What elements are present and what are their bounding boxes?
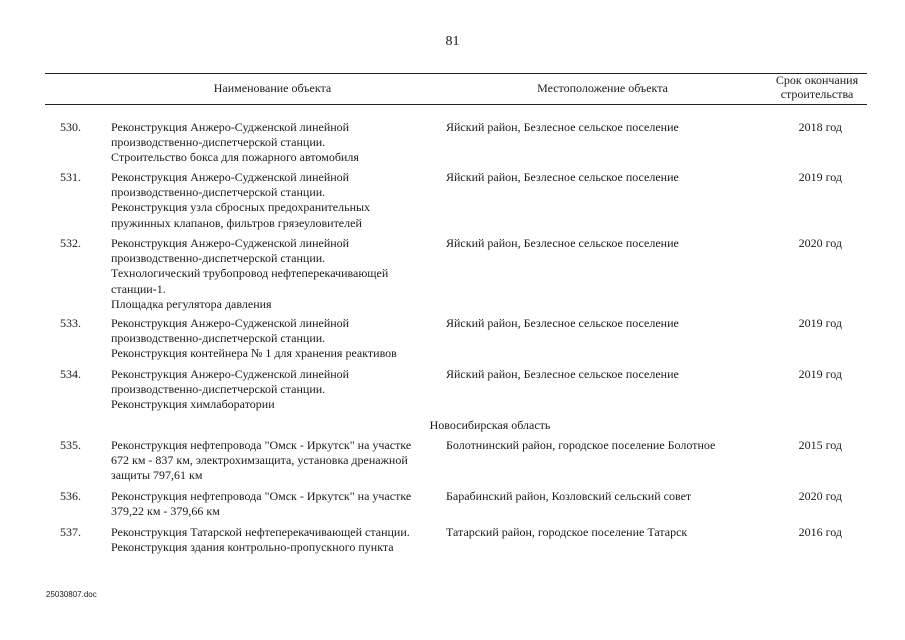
object-name: [111, 236, 436, 312]
header-bottom-rule: [45, 104, 867, 105]
section-title: Новосибирская область: [429, 418, 551, 432]
row-number: 533.: [60, 316, 81, 330]
object-name-line: Реконструкция Анжеро-Судженской линейной: [111, 367, 350, 381]
object-name-line: защиты 797,61 км: [111, 468, 203, 483]
completion-year: 2016 год: [798, 525, 842, 539]
object-name: [111, 316, 436, 362]
row-number: 535.: [60, 438, 81, 452]
completion-year: 2018 год: [798, 120, 842, 134]
object-name-line: Технологический трубопровод нефтеперекачивающей: [111, 266, 389, 281]
page-number: 81: [445, 34, 460, 49]
row-number: 536.: [60, 489, 81, 503]
object-name-line: Реконструкция Анжеро-Судженской линейной: [111, 236, 350, 250]
object-name-line: производственно-диспетчерской станции.: [111, 331, 326, 346]
object-location: Барабинский район, Козловский сельский совет: [446, 489, 692, 503]
object-name-line: Реконструкция Анжеро-Судженской линейной: [111, 316, 350, 330]
object-name-line: Реконструкция Анжеро-Судженской линейной: [111, 170, 350, 184]
object-name: [111, 489, 436, 519]
completion-year: 2019 год: [798, 367, 842, 381]
completion-year: 2020 год: [798, 489, 842, 503]
row-number: 537.: [60, 525, 81, 539]
row-number: 534.: [60, 367, 81, 381]
header-col-name: Наименование объекта: [213, 81, 332, 95]
header-col-deadline: [765, 73, 869, 101]
object-location: Яйский район, Безлесное сельское поселение: [446, 120, 679, 134]
header-top-rule: [45, 73, 867, 74]
header-col-deadline-line1: Срок окончания: [775, 73, 859, 87]
row-number: 532.: [60, 236, 81, 250]
completion-year: 2020 год: [798, 236, 842, 250]
document-id: 25030807.doc: [46, 590, 97, 599]
object-name-line: Площадка регулятора давления: [111, 296, 272, 311]
object-location: Яйский район, Безлесное сельское поселение: [446, 236, 679, 250]
object-name-line: Реконструкция Татарской нефтеперекачивающей станции.: [111, 525, 410, 539]
object-name-line: пружинных клапанов, фильтров грязеуловителей: [111, 215, 362, 230]
object-location: Яйский район, Безлесное сельское поселение: [446, 170, 679, 184]
object-name-line: Реконструкция здания контрольно-пропускного пункта: [111, 540, 394, 555]
object-name: [111, 525, 436, 555]
object-location: Яйский район, Безлесное сельское поселение: [446, 316, 679, 330]
object-name-line: производственно-диспетчерской станции.: [111, 135, 326, 150]
object-location: Татарский район, городское поселение Татарск: [446, 525, 688, 539]
completion-year: 2015 год: [798, 438, 842, 452]
object-name-line: станции-1.: [111, 281, 166, 296]
object-name: [111, 120, 436, 166]
header-col-location: Местоположение объекта: [537, 81, 668, 95]
object-name-line: Реконструкция узла сбросных предохранительных: [111, 200, 371, 215]
object-location: Яйский район, Безлесное сельское поселение: [446, 367, 679, 381]
object-name: [111, 170, 436, 231]
object-name-line: 379,22 км - 379,66 км: [111, 504, 220, 519]
object-name-line: производственно-диспетчерской станции.: [111, 251, 326, 266]
object-name: [111, 438, 436, 484]
object-name-line: Реконструкция Анжеро-Судженской линейной: [111, 120, 350, 134]
object-name-line: Реконструкция химлаборатории: [111, 397, 275, 412]
object-location: Болотнинский район, городское поселение Болотное: [446, 438, 716, 452]
completion-year: 2019 год: [798, 316, 842, 330]
row-number: 530.: [60, 120, 81, 134]
object-name-line: Строительство бокса для пожарного автомобиля: [111, 150, 359, 165]
object-name-line: производственно-диспетчерской станции.: [111, 185, 326, 200]
object-name-line: Реконструкция нефтепровода "Омск - Иркутск" на участке: [111, 489, 412, 503]
row-number: 531.: [60, 170, 81, 184]
completion-year: 2019 год: [798, 170, 842, 184]
object-name: [111, 367, 436, 413]
object-name-line: 672 км - 837 км, электрохимзащита, установка дренажной: [111, 453, 408, 468]
object-name-line: Реконструкция нефтепровода "Омск - Иркутск" на участке: [111, 438, 412, 452]
object-name-line: Реконструкция контейнера № 1 для хранения реактивов: [111, 346, 397, 361]
header-col-deadline-line2: строительства: [780, 87, 854, 101]
object-name-line: производственно-диспетчерской станции.: [111, 382, 326, 397]
